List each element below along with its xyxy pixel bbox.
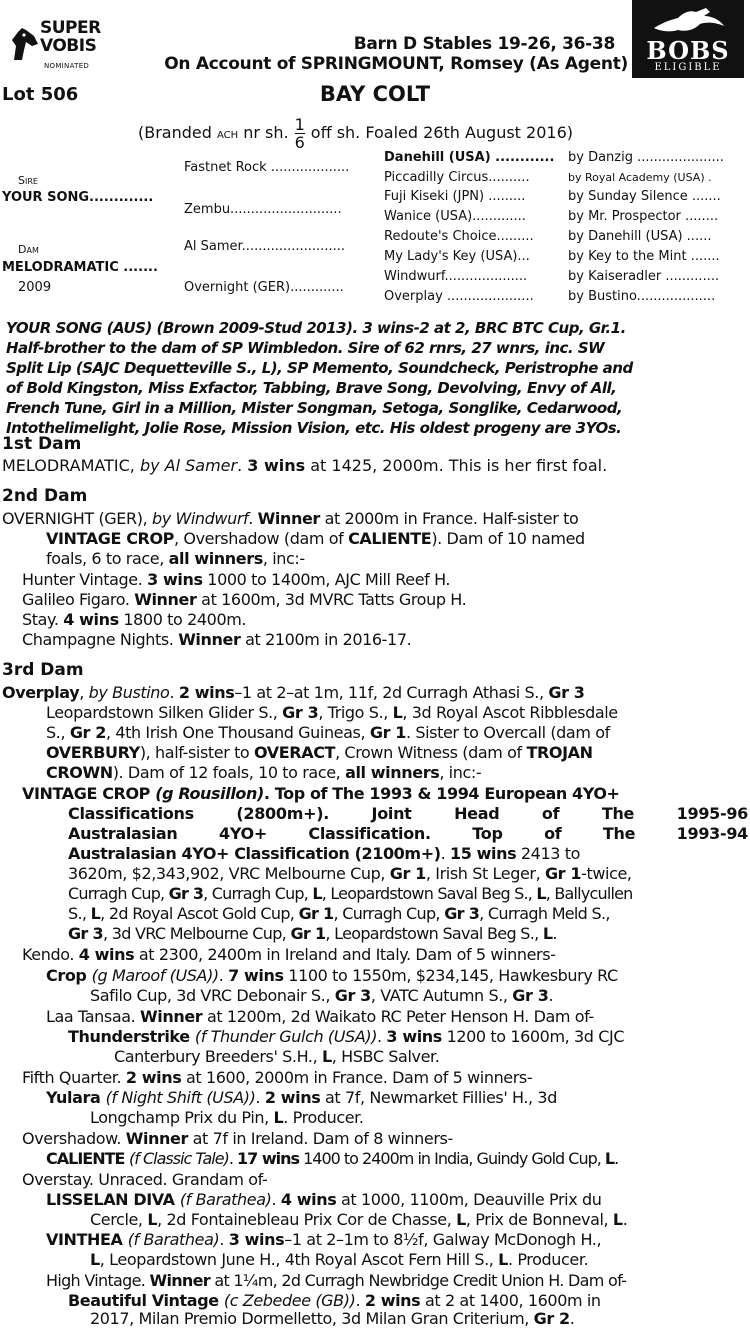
dam-name: MELODRAMATIC .......: [2, 260, 158, 275]
fifth-quarter-line: Fifth Quarter. 2 wins at 1600, 2000m in France. Dam of 5 winners-: [22, 1068, 533, 1087]
vintage-crop-line-2: Classifications (2800m+). Joint Head of The 1995-96: [68, 804, 748, 823]
g3-6: My Lady's Key (USA)...: [384, 249, 530, 264]
thunderstrike-line-1: Thunderstrike (f Thunder Gulch (USA)). 3 wins 1200 to 1600m, 3d CJC: [68, 1027, 625, 1046]
g3-3: Fuji Kiseki (JPN) .........: [384, 189, 526, 204]
progeny-hunter-vintage: Hunter Vintage. 3 wins 1000 to 1400m, AJC Mill Reef H.: [22, 570, 451, 589]
vintage-crop-line-5: 3620m, $2,343,902, VRC Melbourne Cup, Gr 1, Irish St Leger, Gr 1-twice,: [68, 864, 632, 883]
third-dam-line-3: S., Gr 2, 4th Irish One Thousand Guineas, Gr 1. Sister to Overcall (dam of: [46, 723, 610, 742]
vinthea-line-1: VINTHEA (f Barathea). 3 wins–1 at 2–1m to 8½f, Galway McDonogh H.,: [46, 1230, 602, 1249]
first-dam-line: MELODRAMATIC, by Al Samer. 3 wins at 1425, 2000m. This is her first foal.: [2, 456, 608, 475]
sire-name: YOUR SONG.............: [2, 190, 154, 205]
dam-year: 2009: [18, 280, 52, 295]
lot-number: Lot 506: [2, 84, 79, 105]
progeny-galileo-figaro: Galileo Figaro. Winner at 1600m, 3d MVRC Tatts Group H.: [22, 590, 467, 609]
g4-6: by Key to the Mint .......: [568, 249, 720, 264]
sire-label: Sire: [18, 174, 38, 187]
grandsire-2: Al Samer.........................: [184, 239, 345, 254]
third-dam-line-2: Leopardstown Silken Glider S., Gr 3, Trigo S., L, 3d Royal Ascot Ribblesdale: [46, 703, 618, 722]
third-dam-line-4: OVERBURY), half-sister to OVERACT, Crown Witness (dam of TROJAN: [46, 743, 593, 762]
brand-mark: ACH: [216, 130, 239, 141]
g3-7: Windwurf....................: [384, 269, 528, 284]
g3-4: Wanice (USA).............: [384, 209, 526, 224]
high-vintage-line: High Vintage. Winner at 1¼m, 2d Curragh Newbridge Credit Union H. Dam of-: [46, 1271, 627, 1290]
crop-line-2: Safilo Cup, 3d VRC Debonair S., Gr 3, VATC Autumn S., Gr 3.: [90, 986, 554, 1005]
thunderstrike-line-2: Canterbury Breeders' S.H., L, HSBC Salver.: [114, 1047, 440, 1066]
vintage-crop-line-4: Australasian 4YO+ Classification (2100m+). 15 wins 2413 to: [68, 844, 580, 863]
progeny-champagne-nights: Champagne Nights. Winner at 2100m in 2016-17.: [22, 630, 412, 649]
page-title: BAY COLT: [319, 82, 431, 106]
super-vobis-line2: VOBIS: [40, 36, 97, 56]
vintage-crop-line-6: Curragh Cup, Gr 3, Curragh Cup, L, Leopardstown Saval Beg S., L, Ballycullen: [68, 884, 633, 903]
overstay-line: Overstay. Unraced. Grandam of-: [22, 1170, 268, 1189]
g4-4: by Mr. Prospector ........: [568, 209, 719, 224]
barn-location: Barn D Stables 19-26, 36-38: [353, 34, 615, 54]
g3-5: Redoute's Choice.........: [384, 229, 534, 244]
vintage-crop-line-1: VINTAGE CROP (g Rousillon). Top of The 1993 & 1994 European 4YO+: [22, 784, 620, 803]
kendo-line: Kendo. 4 wins at 2300, 2400m in Ireland and Italy. Dam of 5 winners-: [22, 945, 556, 964]
vinthea-line-2: L, Leopardstown June H., 4th Royal Ascot Fern Hill S., L. Producer.: [90, 1250, 589, 1269]
g3-8: Overplay .....................: [384, 289, 534, 304]
granddam-2: Overnight (GER).............: [184, 280, 344, 295]
second-dam-line-2: VINTAGE CROP, Overshadow (dam of CALIENTE). Dam of 10 named: [46, 529, 585, 548]
g4-2: by Royal Academy (USA) .: [568, 171, 712, 184]
g3-1: Danehill (USA) ............: [384, 150, 555, 165]
first-dam-heading: 1st Dam: [2, 434, 82, 454]
vintage-crop-line-3: Australasian 4YO+ Classification. Top of The 1993-94: [68, 824, 748, 843]
lisselan-diva-line-1: LISSELAN DIVA (f Barathea). 4 wins at 1000, 1100m, Deauville Prix du: [46, 1190, 602, 1209]
bobs-eligible-logo: [632, 0, 744, 78]
g4-3: by Sunday Silence .......: [568, 189, 721, 204]
third-dam-line-5: CROWN). Dam of 12 foals, 10 to race, all winners, inc:-: [46, 763, 482, 782]
second-dam-line-1: OVERNIGHT (GER), by Windwurf. Winner at 2000m in France. Half-sister to: [2, 509, 579, 528]
brand-foaled-line: (Branded ACH nr sh. $\frac{1}{6}$ off sh. Foaled 26th August 2016): [138, 115, 573, 152]
second-dam-heading: 2nd Dam: [2, 486, 88, 506]
third-dam-heading: 3rd Dam: [2, 660, 84, 680]
beautiful-vintage-line-2: 2017, Milan Premio Dormelletto, 3d Milan Gran Criterium, Gr 2.: [90, 1309, 575, 1328]
yulara-line-1: Yulara (f Night Shift (USA)). 2 wins at 7f, Newmarket Fillies' H., 3d: [46, 1088, 557, 1107]
vintage-crop-line-8: Gr 3, 3d VRC Melbourne Cup, Gr 1, Leopardstown Saval Beg S., L.: [68, 924, 557, 943]
second-dam-line-3: foals, 6 to race, all winners, inc:-: [46, 549, 305, 568]
progeny-stay: Stay. 4 wins 1800 to 2400m.: [22, 610, 247, 629]
laa-tansaa-line: Laa Tansaa. Winner at 1200m, 2d Waikato RC Peter Henson H. Dam of-: [46, 1007, 594, 1026]
bobs-name: BOBS: [646, 36, 730, 65]
g3-2: Piccadilly Circus..........: [384, 170, 530, 185]
grandsire-1: Fastnet Rock ...................: [184, 160, 350, 175]
brand-fraction: $\frac{1}{6}$: [294, 115, 305, 152]
beautiful-vintage-line-1: Beautiful Vintage (c Zebedee (GB)). 2 wins at 2 at 1400, 1600m in: [68, 1291, 601, 1310]
vintage-crop-line-7: S., L, 2d Royal Ascot Gold Cup, Gr 1, Curragh Cup, Gr 3, Curragh Meld S.,: [68, 904, 610, 923]
g4-5: by Danehill (USA) ......: [568, 229, 712, 244]
vendor-account: On Account of SPRINGMOUNT, Romsey (As Agent): [164, 54, 628, 74]
yulara-line-2: Longchamp Prix du Pin, L. Producer.: [90, 1108, 364, 1127]
granddam-1: Zembu...........................: [184, 202, 342, 217]
horse-head-icon: [8, 26, 40, 62]
g4-1: by Danzig .....................: [568, 150, 724, 165]
lisselan-diva-line-2: Cercle, L, 2d Fontainebleau Prix Cor de Chasse, L, Prix de Bonneval, L.: [90, 1210, 628, 1229]
crop-line-1: Crop (g Maroof (USA)). 7 wins 1100 to 1550m, $234,145, Hawkesbury RC: [46, 966, 618, 985]
super-vobis-nominated: NOMINATED: [44, 62, 90, 70]
sire-description: YOUR SONG (AUS) (Brown 2009-Stud 2013). 3 wins-2 at 2, BRC BTC Cup, Gr.1. Half-brother to the dam of SP Wimbledon. Sire of 62 rnrs, 27 wnrs, inc. SW Split Lip (SAJC Dequetteville S., L), SP Memento, Soundcheck, Peristrophe and of Bold Kingston, Miss Exfactor, Tabbing, Brave Song, Devolving, Envy of All, French Tune, Girl in a Million, Mister Songman, Setoga, Songlike, Cedarwood, Intothelimelight, Jolie Rose, Mission Vision, etc. His oldest progeny are 3YOs.: [6, 319, 633, 437]
dam-label: Dam: [18, 243, 39, 256]
third-dam-line-1: Overplay, by Bustino. 2 wins–1 at 2–at 1m, 11f, 2d Curragh Athasi S., Gr 3: [2, 683, 585, 702]
super-vobis-logo: [8, 18, 108, 78]
super-vobis-line1: SUPER: [40, 18, 101, 38]
bobs-eligible-text: ELIGIBLE: [654, 62, 722, 73]
overshadow-line: Overshadow. Winner at 7f in Ireland. Dam of 8 winners-: [22, 1129, 453, 1148]
running-horse-icon: [650, 4, 728, 34]
caliente-line: CALIENTE (f Classic Tale). 17 wins 1400 to 2400m in India, Guindy Gold Cup, L.: [46, 1149, 619, 1168]
g4-7: by Kaiseradler .............: [568, 269, 720, 284]
g4-8: by Bustino...................: [568, 289, 716, 304]
